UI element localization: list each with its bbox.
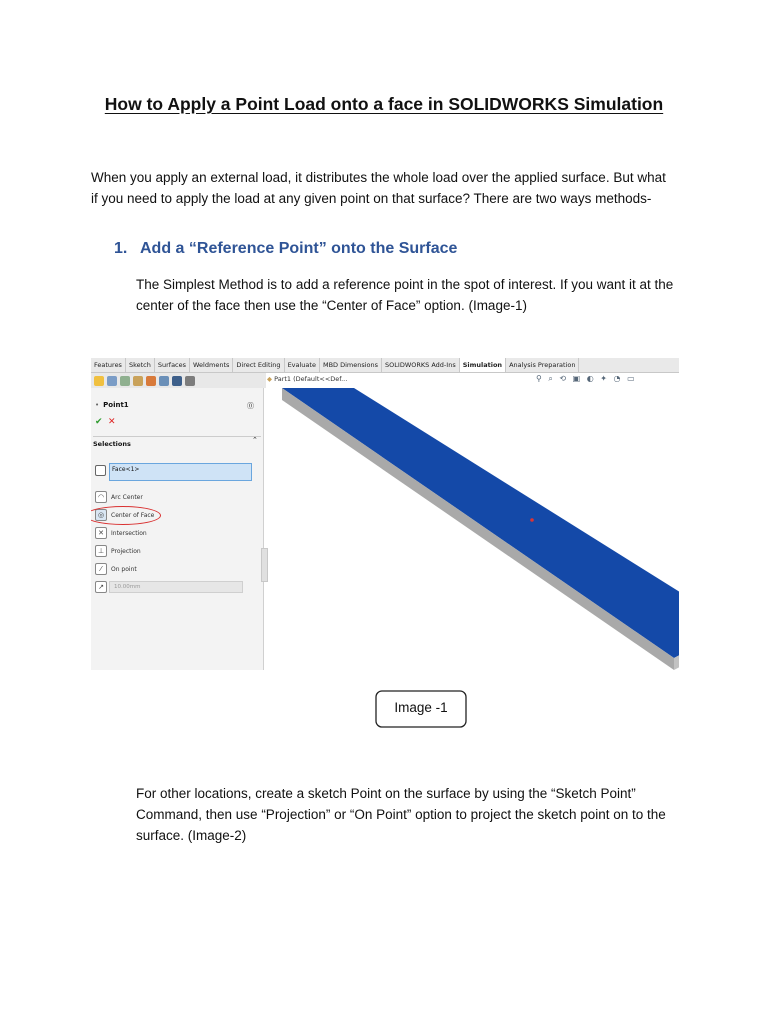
collapse-caret-icon[interactable]: ⌃ bbox=[252, 436, 258, 444]
center-point-marker bbox=[530, 518, 534, 522]
command-manager-tabs bbox=[91, 358, 679, 373]
property-manager-panel bbox=[91, 373, 264, 670]
face-selection-icon bbox=[95, 465, 106, 476]
arc-center-icon: ◠ bbox=[95, 491, 107, 503]
heads-up-view-toolbar[interactable]: ⚲ ⌕ ⟲ ▣ ◐ ✦ ◔ ▭ bbox=[536, 374, 637, 383]
point-icon: • bbox=[95, 401, 100, 409]
dimxpert-icon[interactable] bbox=[133, 376, 143, 386]
cancel-x-icon[interactable]: ✕ bbox=[108, 417, 116, 427]
tab-sketch[interactable]: Sketch bbox=[126, 358, 155, 372]
help-icon[interactable]: ⓪ bbox=[247, 402, 254, 410]
tab-analysis-preparation[interactable]: Analysis Preparation bbox=[506, 358, 579, 372]
option-label: Intersection bbox=[111, 529, 147, 537]
distance-icon-wrap bbox=[95, 581, 107, 593]
distance-input[interactable]: 10.00mm bbox=[109, 581, 243, 593]
tab-weldments[interactable]: Weldments bbox=[190, 358, 233, 372]
ok-check-icon[interactable]: ✔ bbox=[95, 417, 103, 427]
tab-evaluate[interactable]: Evaluate bbox=[285, 358, 320, 372]
option-label: Projection bbox=[111, 547, 141, 555]
cam-icon[interactable] bbox=[159, 376, 169, 386]
property-manager-icon[interactable] bbox=[107, 376, 117, 386]
panel-toolbar bbox=[91, 373, 266, 388]
part-icon: ◆ bbox=[267, 375, 272, 383]
point-feature-name: Point1 bbox=[103, 401, 129, 409]
tab-direct-editing[interactable]: Direct Editing bbox=[233, 358, 284, 372]
configuration-icon[interactable] bbox=[120, 376, 130, 386]
option-label: Arc Center bbox=[111, 493, 143, 501]
tab-features[interactable]: Features bbox=[91, 358, 126, 372]
intersection-icon: ✕ bbox=[95, 527, 107, 539]
section-1-paragraph-2: For other locations, create a sketch Point on the surface by using the “Sketch Point” Command, then use “Projection” or “On Point” option to project the sketch point on to the surface. (Image-2) bbox=[136, 786, 666, 843]
tree-part-label: Part1 (Default<<Def... bbox=[274, 375, 348, 383]
appearance-icon[interactable] bbox=[172, 376, 182, 386]
document-title: How to Apply a Point Load onto a face in SOLIDWORKS Simulation bbox=[104, 94, 664, 114]
feature-tree-icon[interactable] bbox=[94, 376, 104, 386]
display-manager-icon[interactable] bbox=[146, 376, 156, 386]
section-1-heading-text: Add a “Reference Point” onto the Surface bbox=[140, 240, 458, 257]
projection-icon: ⊥ bbox=[95, 545, 107, 557]
option-on-point[interactable] bbox=[95, 563, 137, 575]
option-intersection[interactable] bbox=[95, 527, 147, 539]
tab-solidworks-addins[interactable]: SOLIDWORKS Add-Ins bbox=[382, 358, 460, 372]
option-label: On point bbox=[111, 565, 137, 573]
beam-top-face bbox=[282, 388, 679, 658]
option-label: Center of Face bbox=[111, 511, 155, 519]
section-1-heading bbox=[114, 240, 457, 258]
section-1-number: 1. bbox=[114, 240, 128, 257]
beam-side-face bbox=[282, 388, 674, 670]
feature-tree-flyout[interactable] bbox=[267, 375, 347, 383]
graphics-viewport[interactable] bbox=[264, 388, 679, 670]
selections-header[interactable]: Selections bbox=[93, 436, 261, 448]
center-of-face-icon: ◎ bbox=[95, 509, 107, 521]
solidworks-screenshot bbox=[91, 358, 679, 670]
tab-simulation[interactable]: Simulation bbox=[460, 358, 506, 372]
option-arc-center[interactable] bbox=[95, 491, 143, 503]
tab-surfaces[interactable]: Surfaces bbox=[155, 358, 190, 372]
calculator-icon[interactable] bbox=[185, 376, 195, 386]
section-1-paragraph: The Simplest Method is to add a reference point in the spot of interest. If you want it at the center of the face then use the “Center of Face” option. (Image-1) bbox=[136, 277, 674, 313]
on-point-icon: ⁄ bbox=[95, 563, 107, 575]
highlight-ellipse bbox=[91, 506, 161, 525]
intro-paragraph: When you apply an external load, it distributes the whole load over the applied surface. But what if you need to apply the load at any given point on that surface? There are two ways methods- bbox=[91, 170, 666, 206]
image-caption: Image -1 bbox=[394, 700, 448, 715]
distance-icon: ↗ bbox=[95, 581, 107, 593]
selection-list-box[interactable]: Face<1> bbox=[109, 463, 252, 481]
option-projection[interactable] bbox=[95, 545, 141, 557]
tab-mbd-dimensions[interactable]: MBD Dimensions bbox=[320, 358, 382, 372]
point-feature-title bbox=[95, 401, 129, 409]
